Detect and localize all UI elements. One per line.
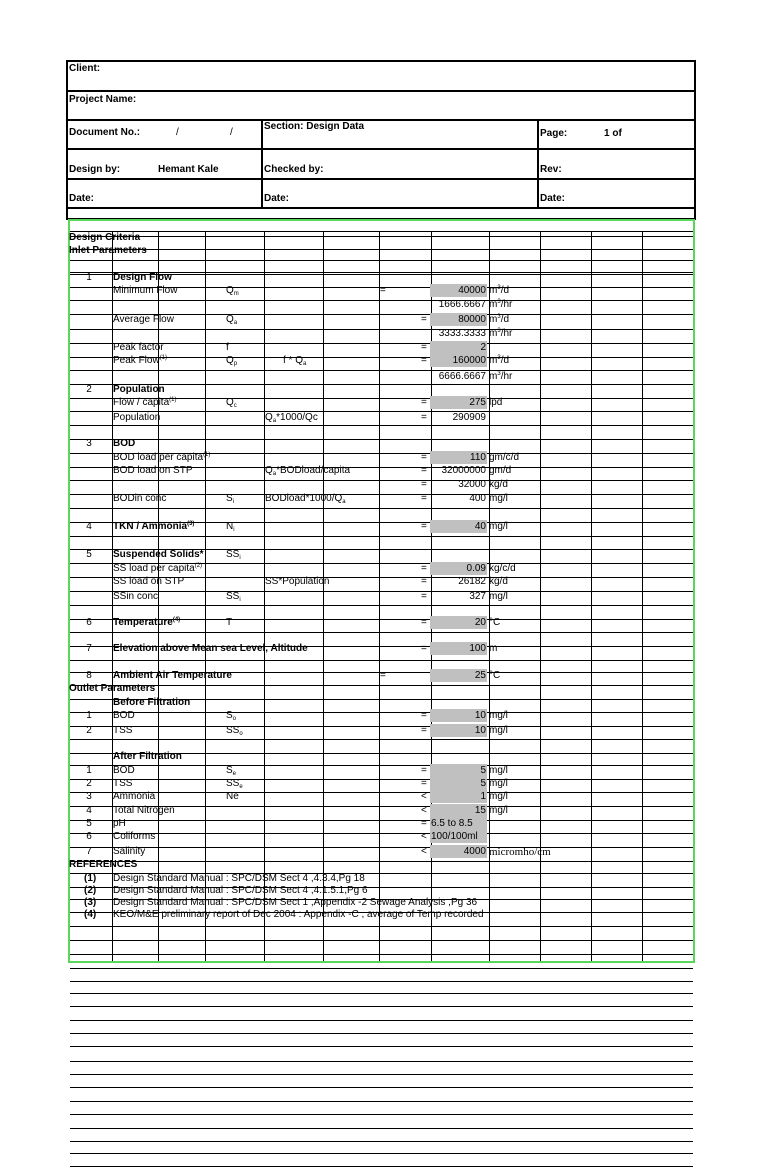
design-criteria-heading: Design Criteria — [69, 232, 141, 243]
grid-row-line — [70, 329, 693, 330]
reference-number: (2) — [84, 885, 97, 896]
parameter-name: Design Flow — [113, 272, 172, 283]
grid-row-line — [70, 765, 693, 766]
grid-col-line — [158, 231, 159, 961]
parameter-formula: SS*Population — [265, 576, 330, 587]
parameter-value: 110 — [470, 452, 486, 463]
parameter-value: 160000 — [452, 355, 486, 366]
operator: = — [421, 778, 427, 789]
parameter-unit: °C — [489, 617, 501, 628]
row-number: 1 — [86, 710, 92, 721]
operator: = — [380, 670, 386, 681]
operator: = — [421, 342, 427, 353]
parameter-name: BOD — [113, 765, 135, 776]
parameter-name: Coliforms — [113, 831, 156, 842]
parameter-symbol: Si — [226, 493, 235, 505]
parameter-name: pH — [113, 818, 126, 829]
grid-row-line — [70, 591, 693, 592]
parameter-value: 40 — [474, 521, 486, 532]
grid-row-line — [70, 260, 693, 261]
inlet-parameters-heading: Inlet Parameters — [69, 245, 147, 256]
grid-row-line — [70, 370, 693, 371]
operator: = — [421, 710, 427, 721]
parameter-value: 5 — [480, 778, 486, 789]
operator: = — [421, 493, 427, 504]
row-number: 8 — [86, 670, 92, 681]
parameter-symbol: Ne — [226, 791, 239, 802]
grid-col-line — [642, 231, 643, 961]
operator: = — [421, 765, 427, 776]
operator: = — [421, 591, 427, 602]
parameter-name: TKN / Ammonia$^{(3)}$ — [113, 521, 195, 532]
parameter-value: 1666.6667 — [438, 299, 486, 310]
parameter-name: SS load per capita$^{(2)}$ — [113, 563, 203, 574]
operator: < — [421, 831, 427, 842]
grid-row-line — [70, 439, 693, 440]
parameter-formula: Qa*1000/Qc — [265, 412, 318, 424]
reference-text: Design Standard Manual : SPC/DSM Sect 1 ,Appendix -2 Sewage Analysis ,Pg 36 — [113, 897, 478, 908]
header-divider — [66, 119, 696, 121]
parameter-unit: gm/d — [489, 465, 512, 476]
document-no-label: Document No.: — [69, 127, 141, 138]
grid-row-line — [70, 1087, 693, 1088]
parameter-symbol: T — [226, 617, 233, 628]
design-data-grid — [68, 219, 695, 963]
row-number: 7 — [86, 846, 92, 857]
references-heading: REFERENCES — [69, 859, 138, 870]
parameter-unit: $m^3/d$ — [489, 285, 510, 296]
parameter-unit: kg/d — [489, 576, 508, 587]
parameter-value: 80000 — [458, 314, 486, 325]
document-slash: / — [176, 127, 179, 138]
project-name-label: Project Name: — [69, 94, 137, 105]
parameter-name: SS load on STP — [113, 576, 185, 587]
parameter-value: 100/100ml — [431, 831, 478, 842]
header-divider — [66, 207, 696, 209]
operator: = — [421, 355, 427, 366]
grid-row-line — [70, 300, 693, 301]
parameter-unit: $m^3/hr$ — [489, 371, 513, 382]
grid-row-line — [70, 968, 693, 969]
grid-row-line — [70, 1114, 693, 1115]
parameter-name: Minimum Flow — [113, 285, 178, 296]
parameter-unit: mg/l — [489, 805, 508, 816]
parameter-formula: BODload*1000/Qa — [265, 493, 346, 505]
grid-row-line — [70, 712, 693, 713]
parameter-name: TSS — [113, 778, 133, 789]
row-number: 6 — [86, 617, 92, 628]
grid-row-line — [70, 861, 693, 862]
operator: = — [421, 465, 427, 476]
parameter-symbol: SSi — [226, 591, 241, 603]
grid-row-line — [70, 1141, 693, 1142]
parameter-name: BOD — [113, 438, 136, 449]
design-by-label: Design by: — [69, 164, 121, 175]
parameter-name: Average Flow — [113, 314, 174, 325]
date-label: Date: — [264, 193, 290, 204]
operator: = — [421, 617, 427, 628]
reference-number: (3) — [84, 897, 97, 908]
design-by-value: Hemant Kale — [158, 164, 219, 175]
parameter-name: BOD — [113, 710, 135, 721]
row-number: 3 — [86, 438, 92, 449]
parameter-unit: mg/l — [489, 591, 508, 602]
operator: = — [380, 285, 386, 296]
row-number: 5 — [86, 818, 92, 829]
checked-by-label: Checked by: — [264, 164, 324, 175]
row-number: 1 — [86, 765, 92, 776]
header-divider — [66, 178, 696, 180]
grid-row-line — [70, 739, 693, 740]
parameter-unit: $m^3/d$ — [489, 314, 510, 325]
parameter-value: 4000 — [463, 846, 486, 857]
parameter-value: 2 — [480, 342, 486, 353]
parameter-value: 10 — [474, 710, 486, 721]
parameter-name: Ambient Air Temperature — [113, 670, 232, 681]
operator: = — [421, 725, 427, 736]
parameter-unit: °C — [489, 670, 501, 681]
grid-row-line — [70, 926, 693, 927]
parameter-name: Temperature$^{(4)}$ — [113, 617, 181, 628]
parameter-unit: kg/c/d — [489, 563, 516, 574]
grid-row-line — [70, 1153, 693, 1154]
operator: < — [421, 805, 427, 816]
grid-row-line — [70, 425, 693, 426]
row-number: 7 — [86, 643, 92, 654]
date-label: Date: — [69, 193, 95, 204]
grid-row-line — [70, 820, 693, 821]
parameter-name: BODin conc — [113, 493, 167, 504]
parameter-value: 290909 — [452, 412, 486, 423]
operator: = — [421, 397, 427, 408]
parameter-value: 6.5 to 8.5 — [431, 818, 473, 829]
row-number: 2 — [86, 384, 92, 395]
row-number: 6 — [86, 831, 92, 842]
operator: = — [421, 643, 427, 654]
parameter-value: 32000 — [458, 479, 486, 490]
grid-row-line — [70, 411, 693, 412]
grid-row-line — [70, 660, 693, 661]
header-vline — [537, 119, 539, 208]
parameter-unit: $m^3/hr$ — [489, 328, 513, 339]
grid-col-line — [379, 231, 380, 961]
parameter-unit: mg/l — [489, 791, 508, 802]
client-label: Client: — [69, 63, 101, 74]
reference-number: (4) — [84, 909, 97, 920]
parameter-formula: f * Qa — [283, 355, 307, 367]
grid-row-line — [70, 779, 693, 780]
outlet-parameters-heading: Outlet Parameters — [69, 683, 156, 694]
parameter-value: 275 — [469, 397, 486, 408]
parameter-unit: mg/l — [489, 778, 508, 789]
parameter-value: 15 — [474, 805, 486, 816]
grid-col-line — [323, 231, 324, 961]
parameter-name: Peak factor — [113, 342, 164, 353]
parameter-symbol: SSi — [226, 549, 241, 561]
reference-number: (1) — [84, 873, 97, 884]
grid-row-line — [70, 1006, 693, 1007]
parameter-value: 5 — [480, 765, 486, 776]
parameter-unit: mg/l — [489, 521, 508, 532]
parameter-name: SSin conc — [113, 591, 159, 602]
parameter-value: 26182 — [458, 576, 486, 587]
grid-col-line — [591, 231, 592, 961]
operator: = — [421, 563, 427, 574]
grid-row-line — [70, 847, 693, 848]
parameter-unit: $m^3/d$ — [489, 355, 510, 366]
grid-row-line — [70, 685, 693, 686]
parameter-unit: mg/l — [489, 493, 508, 504]
reference-text: Design Standard Manual : SPC/DSM Sect 4 ,4.1.5.1,Pg 6 — [113, 885, 368, 896]
header-vline — [261, 119, 263, 208]
parameter-unit: kg/d — [489, 479, 508, 490]
page-value: 1 of — [604, 128, 622, 139]
row-number: 2 — [86, 725, 92, 736]
parameter-name: Elevation above Mean sea Level, Altitude — [113, 643, 308, 654]
operator: = — [421, 479, 427, 490]
parameter-symbol: Ni — [226, 521, 235, 533]
parameter-name: Peak Flow$^{(1)}$ — [113, 355, 168, 366]
grid-row-line — [70, 249, 693, 250]
parameter-unit: mg/l — [489, 710, 508, 721]
grid-row-line — [70, 1061, 693, 1062]
after-filtration-heading: After Filtration — [113, 751, 182, 762]
operator: = — [421, 576, 427, 587]
grid-row-line — [70, 1128, 693, 1129]
row-number: 3 — [86, 791, 92, 802]
operator: < — [421, 791, 427, 802]
parameter-name: Suspended Solids* — [113, 549, 204, 560]
grid-row-line — [70, 993, 693, 994]
grid-row-line — [70, 1033, 693, 1034]
grid-row-line — [70, 1020, 693, 1021]
row-number: 4 — [86, 521, 92, 532]
parameter-value: 20 — [474, 617, 486, 628]
grid-row-line — [70, 954, 693, 955]
parameter-symbol: Qc — [226, 397, 237, 409]
parameter-value: 6666.6667 — [438, 371, 486, 382]
parameter-symbol: So — [226, 710, 237, 722]
grid-row-line — [70, 940, 693, 941]
section-label: Section: Design Data — [264, 121, 365, 132]
document-slash: / — [230, 127, 233, 138]
row-number: 4 — [86, 805, 92, 816]
operator: = — [421, 818, 427, 829]
reference-text: Design Standard Manual : SPC/DSM Sect 4 ,4.3.4,Pg 18 — [113, 873, 365, 884]
parameter-name: BOD load on STP — [113, 465, 193, 476]
grid-row-line — [70, 605, 693, 606]
parameter-symbol: f — [226, 342, 229, 353]
operator: = — [421, 521, 427, 532]
parameter-value: 100 — [469, 643, 486, 654]
parameter-name: Population — [113, 412, 161, 423]
parameter-symbol: Qm — [226, 285, 239, 297]
grid-row-line — [70, 231, 693, 232]
parameter-symbol: Qp — [226, 355, 238, 367]
document-header — [66, 60, 696, 220]
parameter-name: Ammonia — [113, 791, 156, 802]
parameter-name: TSS — [113, 725, 133, 736]
parameter-value: 25 — [474, 670, 486, 681]
parameter-symbol: Qa — [226, 314, 238, 326]
grid-row-line — [70, 1046, 693, 1047]
before-filtration-heading: Before Filtration — [113, 697, 191, 708]
grid-row-line — [70, 726, 693, 727]
parameter-name: Flow / capita$^{(1)}$ — [113, 397, 177, 408]
parameter-unit: mg/l — [489, 765, 508, 776]
operator: < — [421, 846, 427, 857]
parameter-value: 3333.3333 — [438, 328, 486, 339]
parameter-name: Total Nitrogen — [113, 805, 175, 816]
grid-row-line — [70, 632, 693, 633]
operator: = — [421, 452, 427, 463]
row-number: 1 — [86, 272, 92, 283]
parameter-value: 0.09 — [466, 563, 486, 574]
parameter-value: 10 — [474, 725, 486, 736]
header-divider — [66, 148, 696, 150]
parameter-value: 327 — [469, 591, 486, 602]
grid-col-line — [205, 231, 206, 961]
parameter-symbol: SSe — [226, 778, 243, 790]
parameter-value: 400 — [469, 493, 486, 504]
parameter-unit: micromho/cm — [489, 846, 551, 858]
parameter-symbol: Se — [226, 765, 237, 777]
row-number: 2 — [86, 778, 92, 789]
parameter-value: 1 — [480, 791, 486, 802]
parameter-value: 32000000 — [441, 465, 486, 476]
grid-row-line — [70, 236, 693, 237]
grid-row-line — [70, 981, 693, 982]
parameter-unit: $m^3/hr$ — [489, 299, 513, 310]
parameter-symbol: SSo — [226, 725, 243, 737]
parameter-name: Population — [113, 384, 165, 395]
parameter-value: 40000 — [458, 285, 486, 296]
parameter-unit: m — [489, 643, 498, 654]
grid-row-line — [70, 792, 693, 793]
page-label: Page: — [540, 128, 568, 139]
grid-row-line — [70, 1074, 693, 1075]
grid-row-line — [70, 480, 693, 481]
reference-text: KEO/M&E preliminary report of Dec 2004 : Appendix -C , average of Temp recorded — [113, 909, 484, 920]
row-number: 5 — [86, 549, 92, 560]
grid-row-line — [70, 1101, 693, 1102]
grid-row-line — [70, 536, 693, 537]
grid-row-line — [70, 508, 693, 509]
parameter-unit: mg/l — [489, 725, 508, 736]
parameter-unit: gm/c/d — [489, 452, 520, 463]
parameter-unit: lpd — [489, 397, 503, 408]
grid-col-line — [264, 231, 265, 961]
parameter-name: Salinity — [113, 846, 146, 857]
parameter-name: BOD load per capita$^{(1)}$ — [113, 452, 211, 463]
rev-label: Rev: — [540, 164, 562, 175]
operator: = — [421, 412, 427, 423]
header-divider — [66, 90, 696, 92]
grid-row-line — [70, 833, 693, 834]
parameter-formula: Qa*BODload/capita — [265, 465, 351, 477]
operator: = — [421, 314, 427, 325]
date-label: Date: — [540, 193, 566, 204]
